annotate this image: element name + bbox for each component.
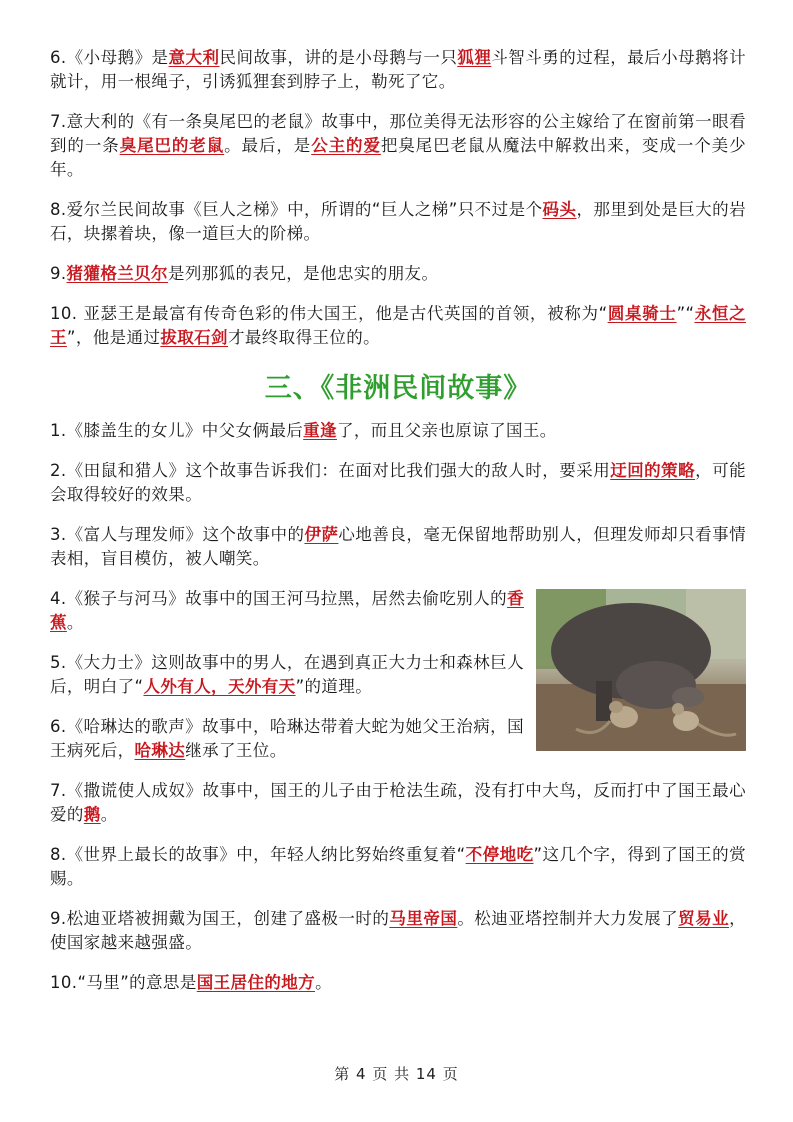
item-text: 。 (66, 613, 84, 632)
item-text: 6.《哈琳达的歌声》故事中，哈琳达带着大蛇为她父王治病，国王病死后， (50, 717, 524, 760)
list-item (50, 843, 746, 891)
item-text: 。 (315, 973, 332, 992)
item-text: 。 (100, 805, 118, 824)
italian-stories-list (50, 46, 746, 350)
item-text: 10.“马里”的意思是 (50, 973, 197, 992)
item-text: 是列那狐的表兄，是他忠实的朋友。 (167, 264, 439, 283)
answer-highlight: 迂回的策略 (610, 461, 696, 480)
answer-highlight: 伊萨 (304, 525, 339, 544)
item-text: 。最后，是 (224, 136, 312, 155)
document-page (50, 46, 746, 1011)
answer-highlight: 鹅 (83, 805, 101, 824)
item-text: 7.意大利的《有一条臭尾巴的老鼠》故事中，那位美得无法形容的公主嫁给了在窗前第一眼看到的一条 (50, 112, 746, 155)
list-item (50, 419, 746, 443)
item-text: ”这几个字，得到了国王的赏赐。 (50, 845, 746, 888)
answer-highlight: 永恒之王 (50, 304, 746, 347)
answer-highlight: 码头 (542, 200, 577, 219)
item-text: 把臭尾巴老鼠从魔法中解救出来，变成一个美少年。 (50, 136, 746, 179)
list-item (50, 46, 746, 94)
item-text: ，可能会取得较好的效果。 (50, 461, 747, 504)
item-text: 5.《大力士》这则故事中的男人，在遇到真正大力士和森林巨人后，明白了“ (50, 653, 524, 696)
page-footer: 第 4 页 共 14 页 (334, 1065, 459, 1083)
item-text: 8.爱尔兰民间故事《巨人之梯》中，所谓的“巨人之梯”只不过是个 (50, 200, 543, 219)
item-text: 7.《撒谎使人成奴》故事中，国王的儿子由于枪法生疏，没有打中大鸟，反而打中了国王最心爱的 (50, 781, 746, 824)
item-text: 民间故事，讲的是小母鹅与一只 (219, 48, 458, 67)
item-text: 8.《世界上最长的故事》中，年轻人纳比努始终重复着“ (50, 845, 466, 864)
answer-highlight: 贸易业 (678, 909, 730, 928)
answer-highlight: 公主的爱 (311, 136, 381, 155)
item-text: 3.《富人与理发师》这个故事中的 (50, 525, 305, 544)
list-item (50, 302, 746, 350)
item-text: 9. (50, 264, 67, 283)
item-text: 9.松迪亚塔被拥戴为国王，创建了盛极一时的 (50, 909, 390, 928)
answer-highlight: 国王居住的地方 (196, 973, 316, 992)
answer-highlight: 臭尾巴的老鼠 (119, 136, 225, 155)
item-text: 才最终取得王位的。 (227, 328, 381, 347)
list-item (50, 971, 746, 995)
list-item (50, 907, 746, 955)
answer-highlight: 重逢 (303, 421, 337, 440)
list-item (50, 198, 746, 246)
item-text: ”“ (676, 304, 695, 323)
answer-highlight: 人外有人，天外有天 (143, 677, 296, 696)
item-text: 继承了王位。 (185, 741, 287, 760)
item-text: 10. 亚瑟王是最富有传奇色彩的伟大国王，他是古代英国的首领，被称为“ (50, 304, 608, 323)
item-text: 1.《膝盖生的女儿》中父女俩最后 (50, 421, 304, 440)
item-text: ，那里到处是巨大的岩石，块摞着块，像一道巨大的阶梯。 (50, 200, 746, 243)
answer-highlight: 猪獾格兰贝尔 (66, 264, 168, 283)
answer-highlight: 哈琳达 (134, 741, 186, 760)
item-text: 心地善良，毫无保留地帮助别人，但理发师却只看事情表相，盲目模仿，被人嘲笑。 (50, 525, 746, 568)
answer-highlight: 意大利 (168, 48, 220, 67)
item-text: 2.《田鼠和猎人》这个故事告诉我们：在面对比我们强大的敌人时，要采用 (50, 461, 611, 480)
item-text: 了，而且父亲也原谅了国王。 (336, 421, 557, 440)
list-item (50, 779, 746, 827)
list-item (50, 110, 746, 182)
list-item (50, 459, 746, 507)
answer-highlight: 香蕉 (50, 589, 524, 632)
item-text: ”，他是通过 (66, 328, 161, 347)
answer-highlight: 拔取石剑 (160, 328, 228, 347)
answer-highlight: 圆桌骑士 (607, 304, 677, 323)
answer-highlight: 不停地吃 (465, 845, 534, 864)
item-text: 斗智斗勇的过程，最后小母鹅将计就计，用一根绳子，引诱狐狸套到脖子上，勒死了它。 (50, 48, 747, 91)
item-text: ，使国家越来越强盛。 (50, 909, 746, 952)
section-title: 三、《非洲民间故事》 (264, 373, 532, 404)
list-item (50, 523, 746, 571)
item-text: 。松迪亚塔控制并大力发展了 (457, 909, 679, 928)
hippo-monkeys-photo (536, 589, 746, 751)
item-text: ”的道理。 (295, 677, 373, 696)
african-stories-list (50, 419, 746, 995)
hippo-monkeys-illustration (536, 589, 746, 751)
list-item (50, 262, 746, 286)
item-text: 6.《小母鹅》是 (50, 48, 169, 67)
item-text: 4.《猴子与河马》故事中的国王河马拉黑，居然去偷吃别人的 (50, 589, 508, 608)
answer-highlight: 狐狸 (457, 48, 492, 67)
answer-highlight: 马里帝国 (389, 909, 458, 928)
